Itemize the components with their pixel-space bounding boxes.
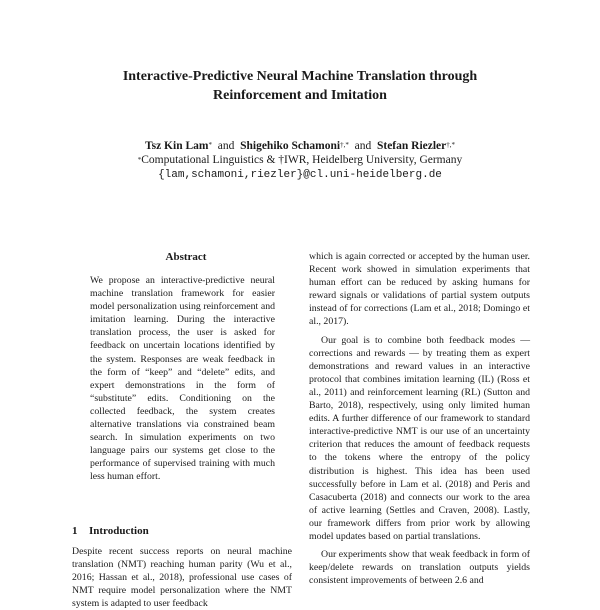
affiliation — [60, 153, 540, 168]
abstract-heading: Abstract — [165, 251, 207, 263]
right-paragraph-2: Our goal is to combine both feedback modes — corrections and rewards — by treating them as expert demonstrations and reward values in an interactive protocol that combines imitation learning (IL) (Ross et al., 2011) and reinforcement learning (RL) (Sutton and Barto, 2018), respectively, using only limited human edits. A further difference of our framework to standard interactive-predictive NMT is our use of an uncertainty criterion that reduces the amount of feedback requests to the tokens where the entropy of the policy distribution is highest. This idea has been used successfully before in Lam et al. (2018) and Peris and Casacuberta (2018) and connects our work to the area of active learning (Settles and Craven, 2008). Lastly, our framework differs from prior work by allowing model updates based on partial translations. — [309, 334, 530, 542]
author-2-name: Shigehiko Schamoni — [240, 140, 341, 152]
affiliation-text: Computational Linguistics & †IWR, Heidelberg University, Germany — [141, 154, 463, 166]
author-sep-2: and — [354, 140, 372, 152]
author-3-name: Stefan Riezler — [376, 140, 447, 152]
author-list — [60, 139, 540, 154]
section-title-text: Introduction — [89, 525, 149, 537]
section-heading-introduction — [72, 525, 292, 538]
title-line-2: Reinforcement and Imitation — [213, 88, 387, 103]
author-1-mark: * — [208, 141, 212, 149]
paper-title — [60, 67, 540, 105]
author-emails: {lam,schamoni,riezler}@cl.uni-heidelberg.de — [158, 169, 442, 181]
author-2-mark: †,* — [340, 141, 349, 149]
abstract-body — [90, 274, 275, 484]
introduction-paragraph: Despite recent success reports on neural machine translation (NMT) reaching human parity (Wu et al., 2016; Hassan et al., 2018), professional use cases of NMT require model personalization where the NMT system is adapted to user feedback — [72, 546, 292, 610]
abstract-text: We propose an interactive-predictive neural machine translation framework for easier model personalization using reinforcement and imitation learning. During the interactive translation process, the user is asked for feedback on uncertain locations identified by the system. Responses are weak feedback in the form of “keep” and “delete” edits, and expert demonstrations in the form of “substitute” edits. Conditioning on the collected feedback, the system creates alternative translations via constrained beam search. In simulation experiments on two language pairs our systems get close to the performance of supervised training with much less human effort. — [90, 275, 275, 483]
introduction-body — [72, 545, 292, 610]
title-line-1: Interactive-Predictive Neural Machine Translation through — [122, 69, 478, 84]
author-sep-1: and — [217, 140, 235, 152]
author-1-name: Tsz Kin Lam — [144, 140, 209, 152]
right-column — [309, 250, 530, 587]
affiliation-mark: * — [137, 156, 142, 164]
right-paragraph-3: Our experiments show that weak feedback in form of keep/delete rewards on translation outputs yields consistent improvements of between 2.6 and — [309, 549, 530, 587]
section-number: 1 — [72, 525, 78, 537]
author-3-mark: †,* — [446, 141, 456, 149]
right-paragraph-1: which is again corrected or accepted by the human user. Recent work showed in simulation experiments that human effort can be reduced by asking humans for reward signals or validations of partial system outputs instead of for corrections (Lam et al., 2018; Domingo et al., 2017). — [309, 251, 530, 328]
